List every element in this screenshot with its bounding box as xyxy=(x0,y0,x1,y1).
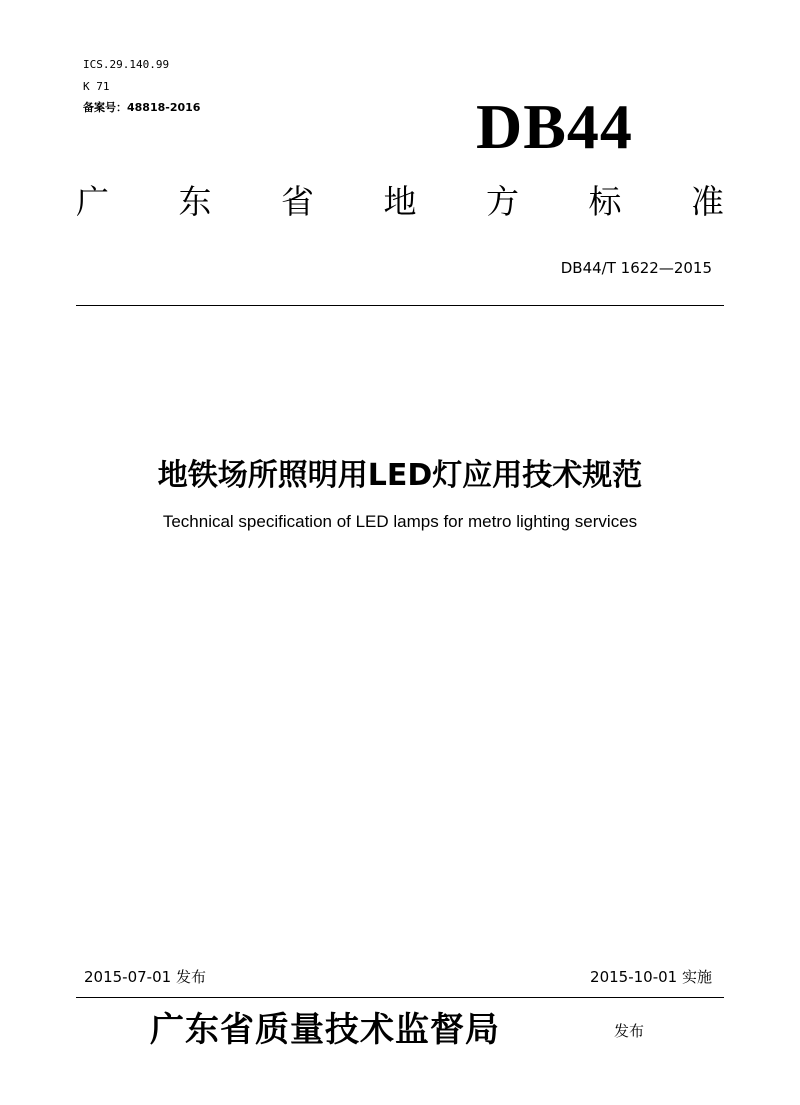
record-number: 备案号：48818-2016 xyxy=(83,101,201,114)
document-title-chinese: 地铁场所照明用LED灯应用技术规范 xyxy=(157,458,643,493)
document-title-english: Technical specification of LED lamps for metro lighting services xyxy=(162,512,638,531)
effective-date: 2015-10-01 实施 xyxy=(590,968,712,986)
standard-class-char: 准 xyxy=(691,182,724,221)
standard-class-char: 方 xyxy=(486,182,519,221)
standard-class-char: 东 xyxy=(178,182,212,221)
standard-class-char: 地 xyxy=(383,182,417,221)
standard-class-char: 省 xyxy=(281,182,314,221)
standard-number: DB44/T 1622—2015 xyxy=(560,259,712,277)
standard-class-heading xyxy=(76,182,724,222)
issuer-suffix: 发布 xyxy=(614,1022,645,1040)
footer-divider xyxy=(76,997,724,998)
ics-code: ICS.29.140.99 xyxy=(83,58,170,71)
header-divider xyxy=(76,305,724,306)
standard-class-char: 广 xyxy=(76,182,109,221)
ccs-code: K 71 xyxy=(83,80,110,93)
standard-code-logo: DB44 xyxy=(476,91,633,162)
issuing-authority: 广东省质量技术监督局 xyxy=(150,1010,500,1050)
issue-date: 2015-07-01 发布 xyxy=(84,968,206,986)
standard-class-char: 标 xyxy=(588,182,622,221)
